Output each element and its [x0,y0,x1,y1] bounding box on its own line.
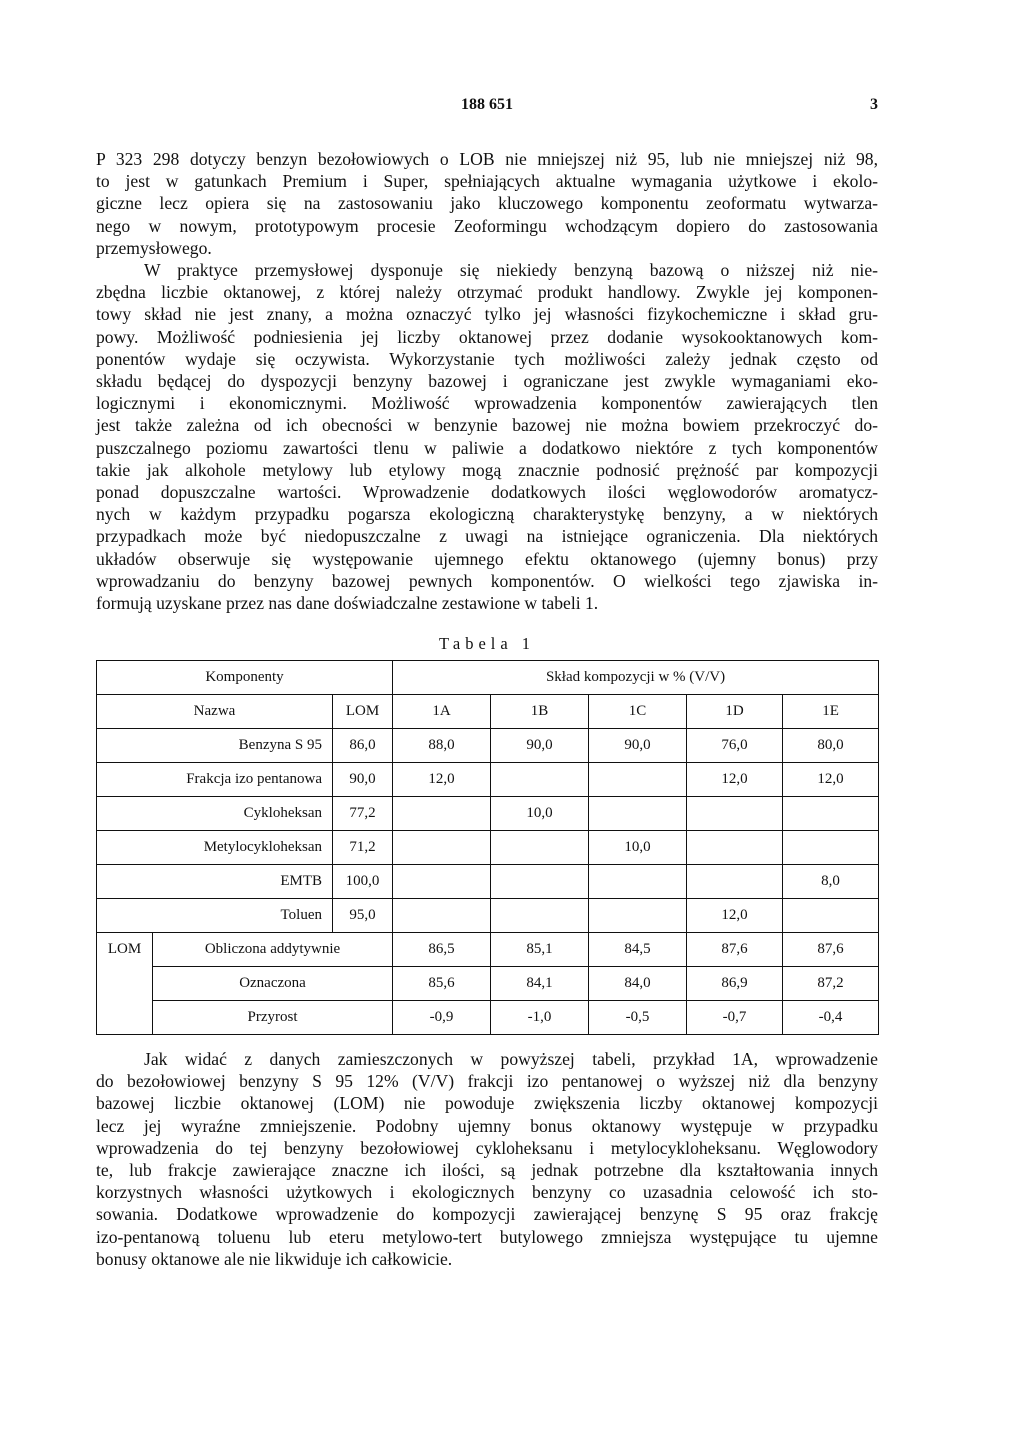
table-cell [589,797,687,831]
column-header-lom: LOM [333,695,393,729]
table-cell: 10,0 [589,831,687,865]
table-row [97,831,879,865]
table-cell: 90,0 [491,729,589,763]
table-cell: 12,0 [393,763,491,797]
table-cell: 88,0 [393,729,491,763]
table-cell: 10,0 [491,797,589,831]
table-cell: 8,0 [783,865,879,899]
text-line: powy. Możliwość podniesienia jej liczby oktanowej przez dodanie wysokooktanowych kom- [96,326,878,347]
table-cell: 76,0 [687,729,783,763]
table-cell [783,899,879,933]
column-header-1a: 1A [393,695,491,729]
table-cell: -0,5 [589,1001,687,1035]
table-cell: 85,6 [393,967,491,1001]
text-line: formują uzyskane przez nas dane doświadczalne zestawione w tabeli 1. [96,593,599,614]
text-line: układów obserwuje się występowanie ujemnego efektu oktanowego (ujemny bonus) przy [96,548,878,569]
text-line: giczne lecz opiera się na zastosowaniu jako kluczowego komponentu zeoformatu wytwarza- [96,193,878,214]
paragraph-intro [96,148,878,614]
composition-table [96,660,879,1035]
table-cell: 84,0 [589,967,687,1001]
table-row [97,899,879,933]
table-cell [589,865,687,899]
column-header-1e: 1E [783,695,879,729]
table-cell [687,865,783,899]
table-cell [491,831,589,865]
table-row [97,933,879,967]
table-cell [393,899,491,933]
text-line: do bezołowiowej benzyny S 95 12% (V/V) frakcji izo pentanowej o wyższej niż dla benzyny [96,1071,878,1092]
table-row [97,1001,879,1035]
component-name: Cykloheksan [97,797,333,831]
table-subheader-row [97,695,879,729]
text-line: ponentów wydaje się oczywista. Wykorzystanie tych możliwości zależy jednak często od [96,348,878,369]
table-cell: 90,0 [333,763,393,797]
text-line: jest także zależna od ich obecności w benzynie bazowej nie można bowiem przekroczyć do- [96,415,878,436]
table-row [97,967,879,1001]
table-cell [783,797,879,831]
lom-row-label: Przyrost [153,1001,393,1035]
text-line: przemysłowego. [96,237,212,258]
table-cell: -0,9 [393,1001,491,1035]
table-cell [491,865,589,899]
text-line: to jest w gatunkach Premium i Super, spełniających aktualne wymagania użytkowe i ekolo- [96,171,878,192]
table-cell [393,831,491,865]
text-line: logicznymi i ekonomicznymi. Możliwość wprowadzenia komponentów zawierających tlen [96,393,878,414]
column-header-nazwa: Nazwa [97,695,333,729]
table-cell [491,899,589,933]
text-line: nego w nowym, prototypowym procesie Zeoformingu wchodzącym dopiero do zastosowania [96,215,878,236]
text-line: te, lub frakcje zawierające znaczne ich ilości, są jednak potrzebne dla kształtowania innych [96,1160,878,1181]
text-line: takie jak alkohole metylowy lub etylowy mogą znacznie podnosić prężność par kompozycji [96,459,878,480]
table-cell: 71,2 [333,831,393,865]
lom-group-label: LOM [97,933,153,1035]
text-line: W praktyce przemysłowej dysponuje się niekiedy benzyną bazową o niższej niż nie- [144,260,878,281]
table-row [97,797,879,831]
table-cell: 86,5 [393,933,491,967]
table-cell [687,797,783,831]
table-cell: 85,1 [491,933,589,967]
table-cell: 80,0 [783,729,879,763]
text-line: Jak widać z danych zamieszczonych w powyższej tabeli, przykład 1A, wprowadzenie [144,1049,878,1069]
text-line: korzystnych własności użytkowych i ekologicznych benzyny co uzasadnia celowość ich sto- [96,1182,878,1203]
table-cell: 87,6 [783,933,879,967]
text-line: lecz jej wyraźne zmniejszenie. Podobny ujemny bonus oktanowy występuje w przypadku [96,1115,878,1136]
table-cell: 87,2 [783,967,879,1001]
table-cell: -0,7 [687,1001,783,1035]
text-line: sowania. Dodatkowe wprowadzenie do kompozycji zawierającej benzynę S 95 oraz frakcję [96,1204,878,1225]
table-cell: 77,2 [333,797,393,831]
text-line: wprowadzaniu do benzyny bazowej pewnych komponentów. O wielkości tego zjawiska in- [96,570,878,591]
component-name: Frakcja izo pentanowa [97,763,333,797]
column-header-1b: 1B [491,695,589,729]
table-cell: 90,0 [589,729,687,763]
component-name: Metylocykloheksan [97,831,333,865]
table-header-row [97,661,879,695]
table-cell: 12,0 [783,763,879,797]
table-row [97,865,879,899]
text-line: P 323 298 dotyczy benzyn bezołowiowych o LOB nie mniejszej niż 95, lub nie mniejszej niż 98, [96,149,878,169]
page-number: 3 [870,96,878,113]
table-cell [589,763,687,797]
table-caption: Tabela 1 [438,634,536,653]
column-header-1c: 1C [589,695,687,729]
column-header-komponenty: Komponenty [97,661,393,695]
table-cell: 86,9 [687,967,783,1001]
table-cell: 95,0 [333,899,393,933]
table-cell [393,797,491,831]
table-cell: 86,0 [333,729,393,763]
component-name: Toluen [97,899,333,933]
table-cell [393,865,491,899]
text-line: przypadkach może być niedopuszczalne z uwagi na istniejące ograniczenia. Dla niektórych [96,526,878,547]
column-header-sklad: Skład kompozycji w % (V/V) [393,661,879,695]
component-name: Benzyna S 95 [97,729,333,763]
table-cell [589,899,687,933]
table-cell: 84,1 [491,967,589,1001]
table-cell: 87,6 [687,933,783,967]
table-cell: 84,5 [589,933,687,967]
table-cell: 100,0 [333,865,393,899]
table-cell: 12,0 [687,899,783,933]
lom-row-label: Oznaczona [153,967,393,1001]
table-cell: 12,0 [687,763,783,797]
table-cell: -1,0 [491,1001,589,1035]
table-row [97,763,879,797]
table-cell [491,763,589,797]
table-cell [687,831,783,865]
text-line: zbędna liczbie oktanowej, z której należy otrzymać produkt handlowy. Zwykle jej komponen- [96,282,878,303]
text-line: nych w każdym przypadku pogarsza ekologiczną charakterystykę benzyny, a w niektórych [96,504,878,525]
text-line: ponad dopuszczalne wartości. Wprowadzenie dodatkowych ilości węglowodorów aromatycz- [96,482,878,503]
text-line: bazowej liczbie oktanowej (LOM) nie powoduje zwiększenia liczby oktanowej kompozycji [96,1093,878,1114]
text-line: bonusy oktanowe ale nie likwiduje ich całkowicie. [96,1248,453,1269]
table-row [97,729,879,763]
column-header-1d: 1D [687,695,783,729]
document-number: 188 651 [461,96,513,113]
table-cell [783,831,879,865]
table-cell: -0,4 [783,1001,879,1035]
text-line: izo-pentanową toluenu lub eteru metylowo-tert butylowego zmniejsza występujące tu ujemne [96,1226,878,1247]
text-line: wprowadzenia do tej benzyny bezołowiowej cykloheksanu i metylocykloheksanu. Węglowodory [96,1137,878,1158]
text-line: składu będącej do dyspozycji benzyny bazowej i ograniczane jest zwykle wymaganiami eko- [96,371,878,392]
text-line: puszczalnego poziomu zawartości tlenu w paliwie a dodatkowo niektóre z tych komponentów [96,437,878,458]
page-header [96,96,878,120]
lom-row-label: Obliczona addytywnie [153,933,393,967]
component-name: EMTB [97,865,333,899]
paragraph-conclusion [96,1048,878,1270]
text-line: towy skład nie jest znany, a można oznaczyć tylko jej własności fizykochemiczne i skład gru- [96,304,878,325]
